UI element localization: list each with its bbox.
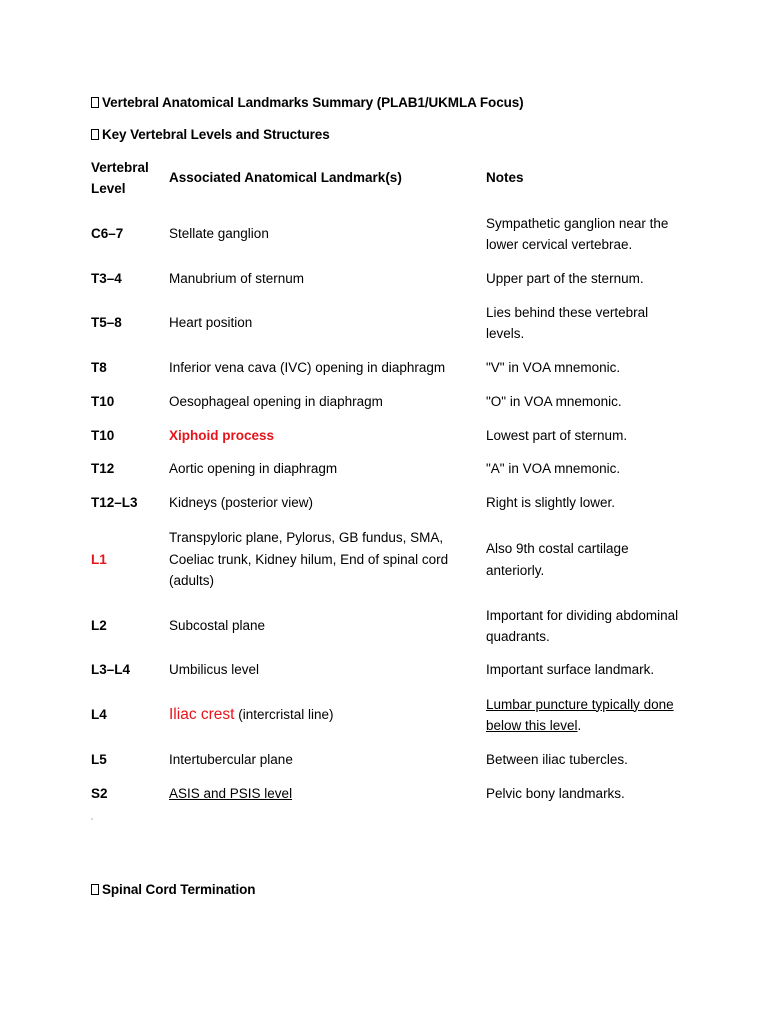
table-row-level: L3–L4 bbox=[91, 662, 131, 678]
table-row-landmark: Xiphoid process bbox=[169, 428, 275, 444]
stray-mark bbox=[91, 818, 93, 820]
table-row-level: T8 bbox=[91, 360, 107, 376]
table-row-notes: Important for dividing abdominal quadrants. bbox=[486, 607, 679, 644]
table-row-notes: Also 9th costal cartilage anteriorly. bbox=[486, 541, 629, 578]
table-row-notes: Lowest part of sternum. bbox=[486, 428, 628, 444]
table-row-landmark: Intertubercular plane bbox=[169, 752, 293, 768]
section-heading-spinal-cord: Spinal Cord Termination bbox=[91, 882, 255, 898]
table-row-level: T12 bbox=[91, 461, 115, 477]
table-row-level: L4 bbox=[91, 707, 107, 723]
table-row-notes: Pelvic bony landmarks. bbox=[486, 786, 625, 802]
table-row-landmark: Oesophageal opening in diaphragm bbox=[169, 394, 383, 410]
table-row-level: T3–4 bbox=[91, 271, 122, 287]
table-row-landmark: Kidneys (posterior view) bbox=[169, 495, 314, 511]
table-row-notes: "O" in VOA mnemonic. bbox=[486, 394, 622, 410]
column-header-level: Vertebral Level bbox=[91, 159, 149, 196]
table-row-notes: Sympathetic ganglion near the lower cervical vertebrae. bbox=[486, 215, 669, 252]
table-row-landmark: Subcostal plane bbox=[169, 618, 266, 634]
table-row-landmark: Umbilicus level bbox=[169, 662, 260, 678]
table-row-landmark: Stellate ganglion bbox=[169, 226, 269, 242]
table-row-level: T10 bbox=[91, 428, 115, 444]
column-header-landmark: Associated Anatomical Landmark(s) bbox=[169, 170, 402, 186]
table-row-landmark: Iliac crest (intercristal line) bbox=[169, 706, 334, 724]
table-row-level: L1 bbox=[91, 551, 107, 567]
table-row-landmark: Manubrium of sternum bbox=[169, 271, 305, 287]
table-row-level: S2 bbox=[91, 786, 108, 802]
table-row-level: T10 bbox=[91, 394, 115, 410]
table-row-level: L5 bbox=[91, 752, 107, 768]
table-row-landmark: Aortic opening in diaphragm bbox=[169, 461, 338, 477]
table-row-notes: Between iliac tubercles. bbox=[486, 752, 628, 768]
missing-glyph-icon bbox=[91, 129, 99, 140]
table-row-level: T5–8 bbox=[91, 315, 122, 331]
section-heading-key-levels: Key Vertebral Levels and Structures bbox=[91, 127, 330, 143]
table-row-landmark: Inferior vena cava (IVC) opening in diaphragm bbox=[169, 360, 446, 376]
table-row-landmark: Heart position bbox=[169, 315, 253, 331]
table-row-landmark: Transpyloric plane, Pylorus, GB fundus, SMA, Coeliac trunk, Kidney hilum, End of spinal cord (adults) bbox=[169, 530, 449, 589]
table-row-level: L2 bbox=[91, 618, 107, 634]
table-row-notes: Lies behind these vertebral levels. bbox=[486, 304, 649, 341]
table-row-notes: "A" in VOA mnemonic. bbox=[486, 461, 621, 477]
table-row-notes: Important surface landmark. bbox=[486, 662, 655, 678]
table-row-notes: Right is slightly lower. bbox=[486, 495, 616, 511]
table-row-level: T12–L3 bbox=[91, 495, 138, 511]
table-row-notes: Upper part of the sternum. bbox=[486, 271, 644, 287]
table-row-landmark: ASIS and PSIS level bbox=[169, 786, 293, 802]
missing-glyph-icon bbox=[91, 97, 99, 108]
table-row-notes: Lumbar puncture typically done below this level. bbox=[486, 696, 674, 733]
table-row-notes: "V" in VOA mnemonic. bbox=[486, 360, 621, 376]
column-header-notes: Notes bbox=[486, 170, 524, 186]
missing-glyph-icon bbox=[91, 884, 99, 895]
page-title: Vertebral Anatomical Landmarks Summary (PLAB1/UKMLA Focus) bbox=[91, 95, 524, 111]
table-row-level: C6–7 bbox=[91, 226, 124, 242]
